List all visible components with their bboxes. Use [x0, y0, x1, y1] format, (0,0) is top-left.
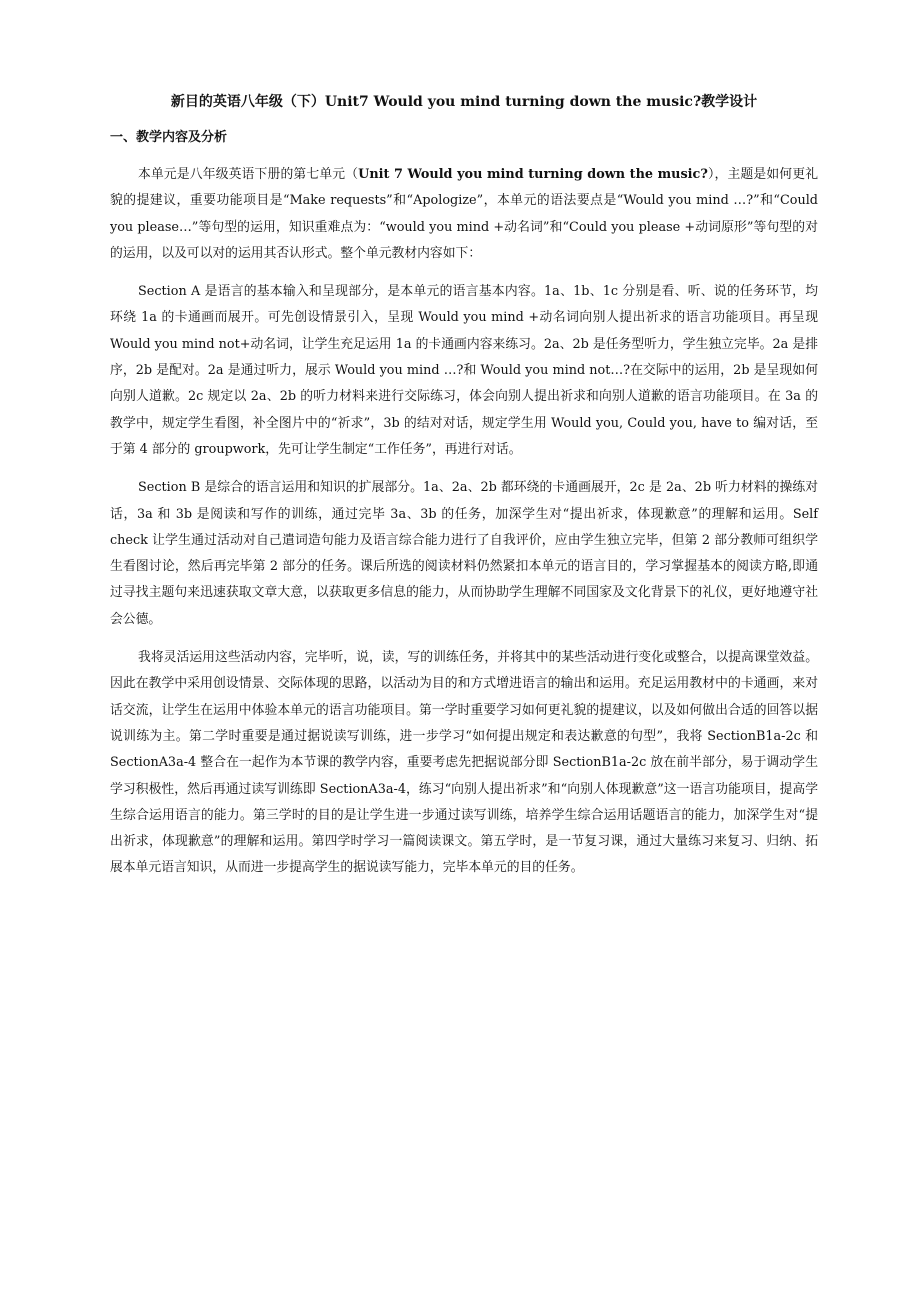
document-page [110, 92, 818, 894]
paragraph-section-a: Section A 是语言的基本输入和呈现部分，是本单元的语言基本内容。1a、1b、1c 分别是看、听、说的任务环节，均环绕 1a 的卡通画而展开。可先创设情景引入，呈现 Would you mind +动名词向别人提出祈求的语言功能项目。再呈现 Would you mind not+动名词，让学生充足运用 1a 的卡通画内容来练习。2a、2b 是任务型听力，学生独立完毕。2a 是排序，2b 是配对。2a 是通过听力，展示 Would you mind …?和 Would you mind not…?在交际中的运用，2b 是呈现如何向别人道歉。2c 规定以 2a、2b 的听力材料来进行交际练习，体会向别人提出祈求和向别人道歉的语言功能项目。在 3a 的教学中，规定学生看图，补全图片中的“祈求”，3b 的结对对话，规定学生用 Would you, Could you, have to 编对话，至于第 4 部分的 groupwork，先可让学生制定“工作任务”，再进行对话。 [110, 284, 818, 457]
paragraph-rest: ），主题是如何更礼貌的提建议，重要功能项目是“Make requests”和“Apologize”，本单元的语法要点是“Would you mind …?”和“Could you please…”等句型的运用，知识重难点为：“would you mind +动名词”和“Could you please +动词原形”等句型的对的运用，以及可以对的运用其否认形式。整个单元教材内容如下： [110, 167, 819, 261]
section-heading: 一、教学内容及分析 [110, 130, 228, 145]
paragraph-teaching-plan: 我将灵活运用这些活动内容，完毕听，说，读，写的训练任务，并将其中的某些活动进行变化或整合，以提高课堂效益。因此在教学中采用创设情景、交际体现的思路，以活动为目的和方式增进语言的输出和运用。充足运用教材中的卡通画，来对话交流，让学生在运用中体验本单元的语言功能项目。第一学时重要学习如何更礼貌的提建议，以及如何做出合适的回答以据说训练为主。第二学时重要是通过据说读写训练，进一步学习“如何提出规定和表达歉意的句型”，我将 SectionB1a-2c 和 SectionA3a-4 整合在一起作为本节课的教学内容，重要考虑先把据说部分即 SectionB1a-2c 放在前半部分，易于调动学生学习积极性，然后再通过读写训练即 SectionA3a-4，练习“向别人提出祈求”和“向别人体现歉意”这一语言功能项目，提高学生综合运用语言的能力。第三学时的目的是让学生进一步通过读写训练，培养学生综合运用话题语言的能力，加深学生对“提出祈求，体现歉意”的理解和运用。第四学时学习一篇阅读课文。第五学时，是一节复习课，通过大量练习来复习、归纳、拓展本单元语言知识，从而进一步提高学生的据说读写能力，完毕本单元的目的任务。 [110, 650, 818, 876]
paragraph-unit-overview [110, 162, 818, 267]
paragraph-intro: 本单元是八年级英语下册的第七单元（ [138, 167, 359, 182]
document-title: 新目的英语八年级（下）Unit7 Would you mind turning down the music?教学设计 [170, 94, 758, 110]
paragraph-section-b: Section B 是综合的语言运用和知识的扩展部分。1a、2a、2b 都环绕的卡通画展开，2c 是 2a、2b 听力材料的操练对话，3a 和 3b 是阅读和写作的训练，通过完毕 3a、3b 的任务，加深学生对“提出祈求，体现歉意”的理解和运用。Self check 让学生通过活动对自己遣词造句能力及语言综合能力进行了自我评价，应由学生独立完毕，但第 2 部分教师可组织学生看图讨论，然后再完毕第 2 部分的任务。课后所选的阅读材料仍然紧扣本单元的语言目的，学习掌握基本的阅读方略,即通过寻找主题句来迅速获取文章大意，以获取更多信息的能力，从而协助学生理解不同国家及文化背景下的礼仪，更好地遵守社会公德。 [110, 480, 818, 627]
unit-title-bold: Unit 7 Would you mind turning down the music? [358, 167, 708, 182]
